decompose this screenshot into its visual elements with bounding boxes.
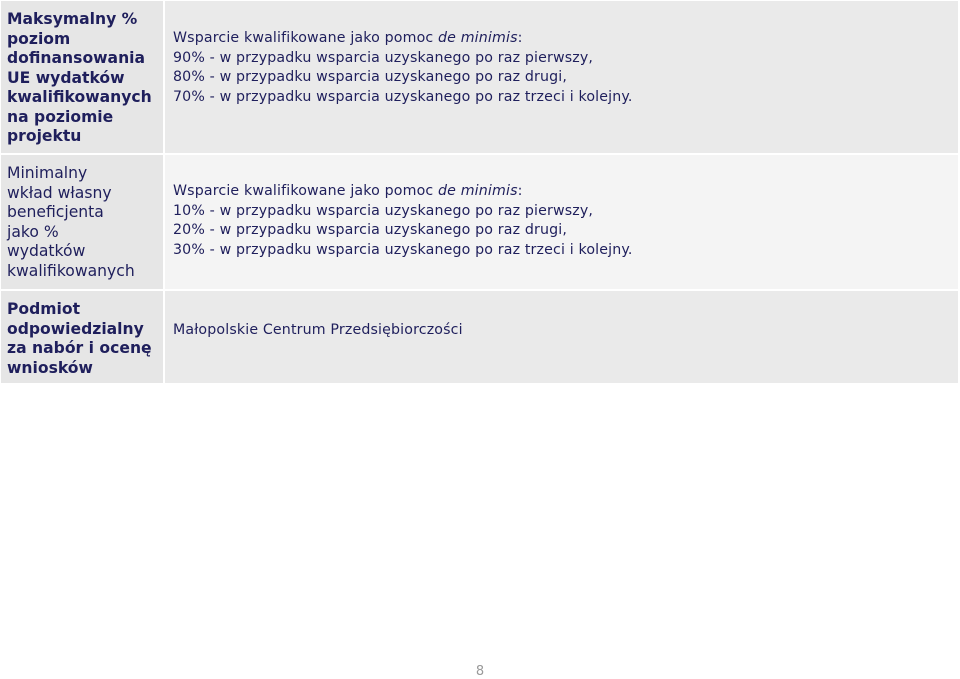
table-row-max-cofinancing bbox=[1, 1, 958, 155]
value-line: 70% - w przypadku wsparcia uzyskanego po raz trzeci i kolejny. bbox=[173, 88, 633, 105]
table-row-min-own-contribution bbox=[1, 155, 958, 291]
row-label-line: wkład własny bbox=[7, 183, 112, 202]
table-row-responsible-entity bbox=[1, 291, 958, 385]
row-label-line: wydatków bbox=[7, 242, 86, 260]
value-intro: Wsparcie kwalifikowane jako pomoc de minimis: bbox=[173, 30, 523, 46]
value-intro: Wsparcie kwalifikowane jako pomoc de minimis: bbox=[173, 183, 523, 199]
row-label-line: Podmiot bbox=[7, 300, 81, 318]
row-label-line: Minimalny bbox=[7, 164, 88, 182]
row-label-line: beneficjenta bbox=[7, 203, 104, 221]
row-label-line: za nabór i ocenę bbox=[7, 339, 152, 357]
row-label-line: kwalifikowanych bbox=[7, 88, 152, 106]
row-label-line: na poziomie bbox=[7, 107, 114, 126]
value-line: 80% - w przypadku wsparcia uzyskanego po raz drugi, bbox=[173, 69, 568, 85]
value-line: 10% - w przypadku wsparcia uzyskanego po raz pierwszy, bbox=[173, 202, 594, 219]
row-label bbox=[1, 1, 165, 153]
value-line: 30% - w przypadku wsparcia uzyskanego po raz trzeci i kolejny. bbox=[173, 241, 633, 258]
row-label bbox=[1, 291, 165, 383]
row-label bbox=[1, 155, 165, 289]
value-text: Małopolskie Centrum Przedsiębiorczości bbox=[173, 322, 463, 338]
page-number: 8 bbox=[475, 664, 485, 679]
row-value bbox=[165, 1, 958, 153]
value-line: 20% - w przypadku wsparcia uzyskanego po raz drugi, bbox=[173, 222, 568, 238]
row-label-line: wniosków bbox=[7, 358, 93, 377]
row-label-line: projektu bbox=[7, 127, 82, 145]
row-label-line: odpowiedzialny bbox=[7, 319, 144, 338]
row-label-line: jako % bbox=[7, 222, 59, 241]
value-line: 90% - w przypadku wsparcia uzyskanego po raz pierwszy, bbox=[173, 49, 594, 66]
info-table bbox=[1, 1, 958, 385]
row-value bbox=[165, 155, 958, 289]
row-label-line: poziom bbox=[7, 29, 71, 48]
row-label-line: UE wydatków bbox=[7, 68, 125, 87]
row-label-line: dofinansowania bbox=[7, 49, 146, 67]
row-label-line: kwalifikowanych bbox=[7, 261, 135, 280]
row-label-line: Maksymalny % bbox=[7, 10, 138, 28]
row-value bbox=[165, 291, 958, 383]
